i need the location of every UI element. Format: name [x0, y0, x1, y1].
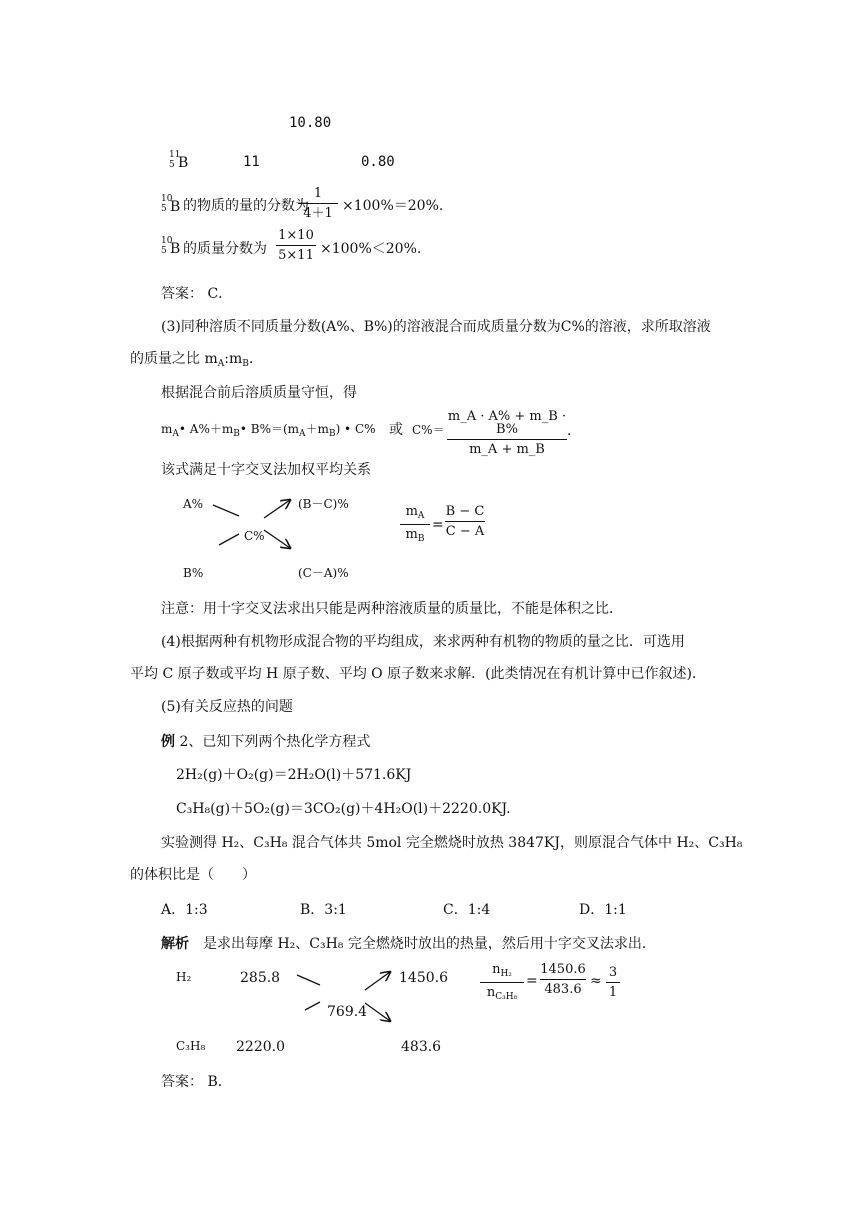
answer-2: 答案： B．: [161, 1074, 232, 1090]
c-percent-fraction: m_A · A% + m_B · B% m_A + m_B: [447, 409, 567, 457]
satisfy-text: 该式满足十字交叉法加权平均关系: [161, 462, 371, 478]
cross2-result-2: 483.6: [401, 1039, 442, 1055]
option-a[interactable]: A．1:3: [161, 902, 208, 918]
equation-1: 2H₂(g)＋O₂(g)＝2H₂O(l)＋571.6KJ: [176, 767, 412, 783]
top-value: 10.80: [289, 115, 332, 131]
conservation-text: 根据混合前后溶质质量守恒，得: [161, 385, 357, 401]
option-b[interactable]: B．3:1: [300, 902, 347, 918]
period-mark: .: [567, 423, 572, 439]
b10-amount-lead: 的物质的量的分数为: [183, 198, 309, 214]
approx-sign: ≈: [590, 973, 602, 989]
option-d[interactable]: D．1:1: [579, 902, 627, 918]
cross1-ratio-right: B − C C − A: [445, 504, 485, 539]
paragraph-4-line2: 平均 C 原子数或平均 H 原子数、平均 O 原子数来求解．(此类情况在有机计算中已作叙述)．: [130, 666, 707, 682]
question-line2: 的体积比是（ ）: [130, 867, 256, 883]
cross1-b: B%: [183, 566, 204, 580]
cross1-c: C%: [244, 529, 265, 543]
cross1-ca: (C－A)%: [298, 566, 349, 580]
arrow-line: [297, 975, 320, 985]
cross2-ratio-value: 1450.6 483.6: [540, 962, 586, 997]
arrow-line: [264, 530, 290, 548]
cross1-bc: (B－C)%: [298, 497, 349, 511]
analysis-text: 解析 是求出每摩 H₂、C₃H₈ 完全燃烧时放出的热量，然后用十字交叉法求出．: [161, 936, 656, 952]
paragraph-3-line1: (3)同种溶质不同质量分数(A%、B%)的溶液混合而成质量分数为C%的溶液，求所取溶液: [161, 319, 711, 335]
b11-fraction: 0.80: [361, 154, 395, 170]
c-percent-label: C%＝: [412, 423, 445, 437]
paragraph-4-line1: (4)根据两种有机物形成混合物的平均组成，来求两种有机物的物质的量之比．可选用: [161, 634, 685, 650]
b11-mass-number: 11: [243, 154, 260, 170]
b10-mass-fraction: 1×10 5×11: [276, 229, 316, 262]
cross2-ratio-result: 3 1: [606, 966, 620, 999]
b10-amount-fraction: 1 4＋1: [298, 187, 338, 220]
paragraph-5: (5)有关反应热的问题: [161, 699, 293, 715]
b10-mass-lead: 的质量分数为: [183, 241, 267, 257]
cross2-ratio-left: $n_{H_2}$ $n_{C_3H_8}$: [480, 963, 524, 1002]
b10-amount-tail: ×100%＝20%.: [342, 198, 444, 214]
arrow-line: [305, 1002, 320, 1010]
example-title: 例 2、已知下列两个热化学方程式: [161, 734, 371, 750]
or-text: 或: [389, 422, 403, 438]
cross2-result-1: 1450.6: [399, 970, 448, 986]
equals-sign: =: [526, 973, 538, 989]
equation-2: C₃H₈(g)＋5O₂(g)＝3CO₂(g)＋4H₂O(l)＋2220.0KJ.: [176, 801, 511, 817]
question-line1: 实验测得 H₂、C₃H₈ 混合气体共 5mol 完全燃烧时放热 3847KJ，则原混合气体中 H₂、C₃H₈: [161, 835, 743, 851]
arrow-line: [365, 972, 390, 990]
answer-1: 答案： C．: [161, 286, 233, 302]
option-c[interactable]: C．1:4: [443, 902, 491, 918]
cross2-c3h8-value: 2220.0: [236, 1039, 285, 1055]
cross1-a: A%: [183, 497, 204, 511]
cross2-h2: H₂: [176, 970, 192, 984]
cross2-mid: 769.4: [327, 1004, 368, 1020]
arrow-line: [365, 1003, 390, 1021]
paragraph-3-line2: 的质量之比 $m_A:m_B$.: [130, 351, 254, 369]
mass-equation: $m_A•$ $A\%+m_B•$ $B\%=(m_A+m_B)$ • C%: [161, 422, 376, 439]
arrow-line: [264, 500, 290, 518]
arrow-line: [219, 534, 239, 545]
cross1-ratio-left: $m_A$ $m_B$: [400, 505, 430, 544]
equals-sign: =: [432, 517, 444, 533]
cross2-c3h8: C₃H₈: [176, 1039, 206, 1053]
arrow-line: [213, 505, 239, 516]
b10-mass-tail: ×100%＜20%.: [320, 241, 422, 257]
note-text: 注意：用十字交叉法求出只能是两种溶液质量的质量比，不能是体积之比．: [161, 601, 623, 617]
cross2-h2-value: 285.8: [240, 970, 281, 986]
